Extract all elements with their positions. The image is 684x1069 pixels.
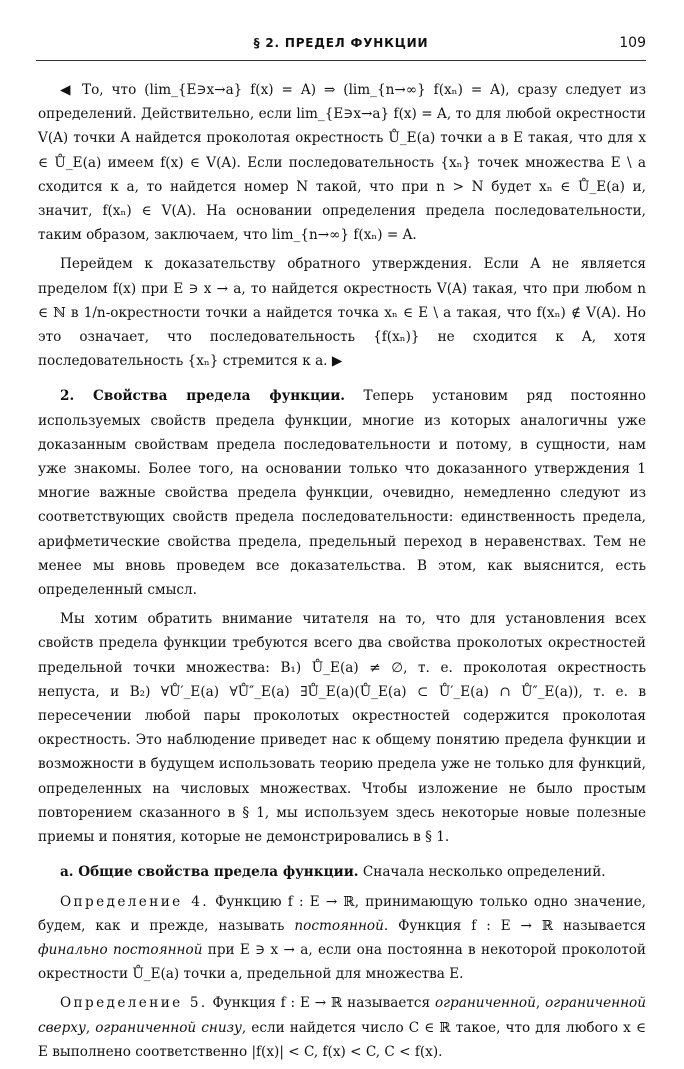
subsection-a-heading: a. Общие свойства предела функции. bbox=[60, 864, 359, 881]
running-header bbox=[36, 30, 646, 61]
term-bounded-above: ограниченной сверху bbox=[38, 995, 646, 1036]
section-2-heading: 2. Свойства предела функции. bbox=[60, 388, 346, 405]
proof-paragraph-2: Перейдем к доказательству обратного утверждения. Если A не является пределом f(x) при E ∋ x → a, то найдется окрестность V(A) такая, что при любом n ∈ ℕ в 1/n-окрестности точки a найдется точка xₙ ∈ E \ a такая, что f(xₙ) ∉ V(A). Но это означает, что последовательность {f(xₙ)} не сходится к A, хотя последовательность {xₙ} стремится к a. ▶ bbox=[38, 256, 646, 370]
definition-5-sep-2: , bbox=[85, 1019, 96, 1036]
section-title: § 2. ПРЕДЕЛ ФУНКЦИИ bbox=[253, 36, 429, 50]
term-bounded: ограниченной bbox=[434, 995, 536, 1012]
definition-5-sep-1: , bbox=[535, 995, 546, 1012]
subsection-a-paragraph bbox=[38, 860, 646, 884]
page-body bbox=[38, 78, 646, 1069]
definition-5-text-2: , если найдется число C ∈ ℝ такое, что для любого x ∈ E выполнено соответственно |f(x)| < C, f(x) < C, C < f(x). bbox=[38, 1019, 647, 1060]
definition-4-text-3: при E ∋ x → a, если она постоянна в некоторой проколотой окрестности Ů_E(a) точки a, предельной для множества E. bbox=[38, 941, 646, 983]
definition-4-text-1: Функцию f : E → ℝ, принимающую только одно значение, будем, как и прежде, называть bbox=[38, 893, 646, 934]
section-2-paragraph bbox=[38, 384, 646, 602]
definition-5 bbox=[38, 991, 646, 1064]
section-2-text: Теперь установим ряд постоянно используемых свойств предела функции, многие из которых аналогичны уже доказанным свойствам предела последовательности и потому, в сущности, нам уже знакомы. Более того, на основании только что доказанного утверждения 1 многие важные свойства предела функции, очевидно, немедленно следуют из соответствующих свойств предела последовательности: единственность предела, арифметические свойства предела, предельный переход в неравенствах. Тем не менее мы вновь проведем все доказательства. В этом, как выяснится, есть определенный смысл. bbox=[38, 388, 646, 599]
definition-5-label: Определение 5. bbox=[60, 995, 208, 1012]
term-eventually-constant: финально постоянной bbox=[38, 941, 203, 958]
definition-4-text-2: . Функция f : E → ℝ называется bbox=[383, 917, 646, 934]
definition-4 bbox=[38, 890, 646, 987]
term-constant: постоянной bbox=[294, 917, 384, 934]
subsection-a-text: Сначала несколько определений. bbox=[358, 864, 606, 881]
term-bounded-below: ограниченной снизу bbox=[95, 1019, 242, 1036]
definition-5-text-1: Функция f : E → ℝ называется bbox=[207, 995, 435, 1012]
neighborhood-properties-paragraph: Мы хотим обратить внимание читателя на то, что для установления всех свойств предела функции требуются всего два свойства проколотых окрестностей предельной точки множества: B₁) Ů_E(a) ≠ ∅, т. е. проколотая окрестность непуста, и B₂) ∀Ů′_E(a) ∀Ů″_E(a) ∃Ů_E(a)(Ů_E(a) ⊂ Ů′_E(a) ∩ Ů″_E(a)), т. е. в пересечении любой пары проколотых окрестностей содержится проколотая окрестность. Это наблюдение приведет нас к общему понятию предела функции и возможности в будущем использовать теорию предела уже не только для функций, определенных на числовых множествах. Чтобы изложение не было простым повторением сказанного в § 1, мы используем здесь некоторые новые полезные приемы и понятия, которые не демонстрировались в § 1. bbox=[38, 611, 646, 846]
definition-4-label: Определение 4. bbox=[60, 893, 209, 910]
page-number: 109 bbox=[619, 35, 646, 51]
proof-paragraph-1: ◀ То, что (lim_{E∋x→a} f(x) = A) ⇒ (lim_{n→∞} f(xₙ) = A), сразу следует из определений. Действительно, если lim_{E∋x→a} f(x) = A, то для любой окрестности V(A) точки A найдется проколотая окрестность Ů_E(a) точки a в E такая, что для x ∈ Ů_E(a) имеем f(x) ∈ V(A). Если последовательность {xₙ} точек множества E \ a сходится к a, то найдется номер N такой, что при n > N будет xₙ ∈ Ů_E(a) и, значит, f(xₙ) ∈ V(A). На основании определения предела последовательности, таким образом, заключаем, что lim_{n→∞} f(xₙ) = A. bbox=[38, 82, 646, 244]
